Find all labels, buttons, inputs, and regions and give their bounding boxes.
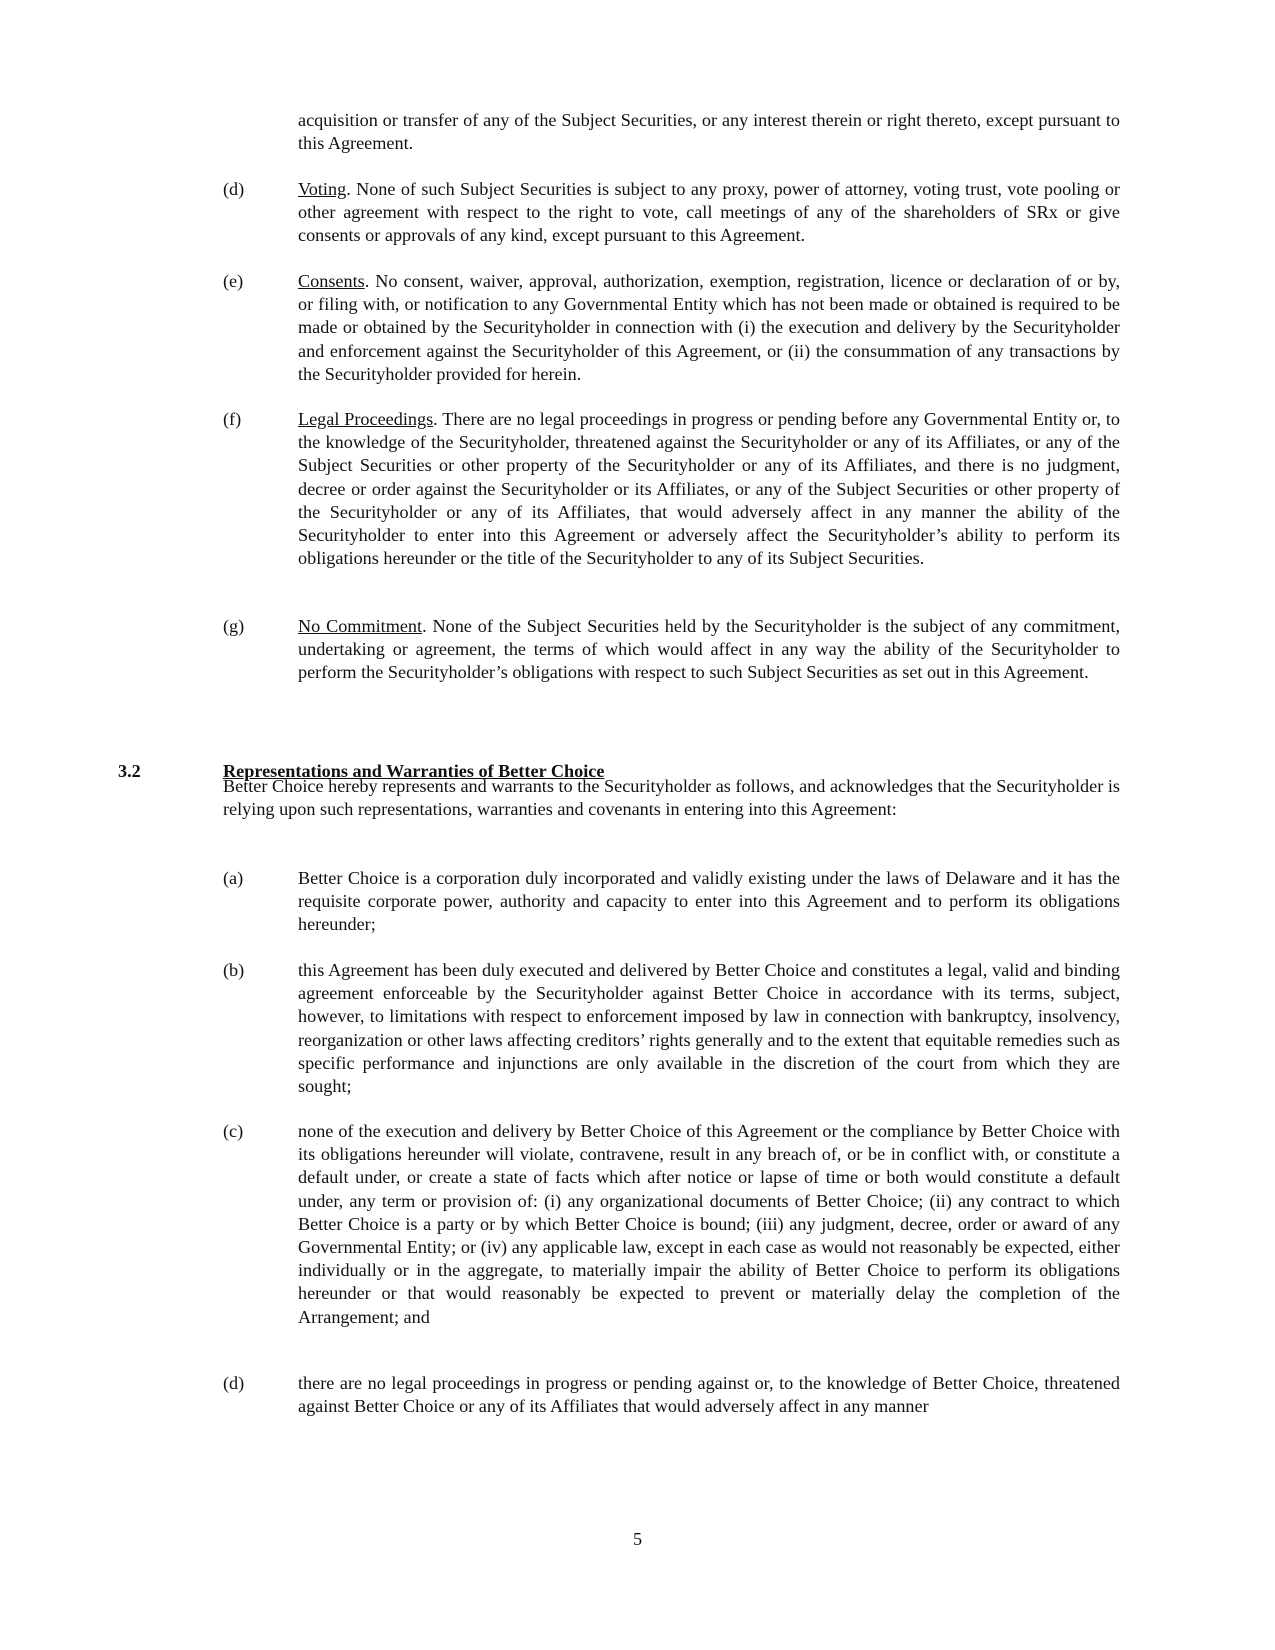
item-d-body: . None of such Subject Securities is subject to any proxy, power of attorney, voting trust, vote pooling or other agreement with respect to the right to vote, call meetings of any of the shareholders of SRx or give consents or approvals of any kind, except pursuant to this Agreement. [298, 179, 1120, 246]
item-d-title: Voting [298, 179, 347, 199]
item-d-marker: (d) [223, 179, 245, 199]
rep-b-marker: (b) [223, 960, 245, 980]
item-f-title: Legal Proceedings [298, 409, 434, 429]
item-e-title: Consents [298, 271, 365, 291]
item-f-body: . There are no legal proceedings in progress or pending before any Governmental Entity or, to the knowledge of the Securityholder, threatened against the Securityholder or any of its Affiliates, or any of the Subject Securities or other property of the Securityholder or any of its Affiliates, and there is no judgment, decree or order against the Securityholder or its Affiliates, or any of the Subject Securities or other property of the Securityholder or any of its Affiliates, that would adversely affect in any manner the ability of the Securityholder to enter into this Agreement or adversely affect the Securityholder’s ability to perform its obligations hereunder or the title of the Securityholder to any of its Subject Securities. [298, 409, 1121, 569]
item-e-body: . No consent, waiver, approval, authorization, exemption, registration, licence or declaration of or by, or filing with, or notification to any Governmental Entity which has not been made or obtained is required to be made or obtained by the Securityholder in connection with (i) the execution and delivery by the Securityholder and enforcement against the Securityholder of this Agreement, or (ii) the consummation of any transactions by the Securityholder provided for herein. [298, 271, 1120, 384]
item-e-consents-paragraph [298, 270, 1120, 386]
item-g-body: . None of the Subject Securities held by the Securityholder is the subject of any commitment, undertaking or agreement, the terms of which would affect in any way the ability of the Securityholder to perform the Securityholder’s obligations with respect to such Subject Securities as set out in this Agreement. [298, 616, 1120, 683]
rep-d-paragraph: there are no legal proceedings in progress or pending against or, to the knowledge of Better Choice, threatened against Better Choice or any of its Affiliates that would adversely affect in any manner [298, 1373, 1120, 1417]
item-f-marker: (f) [223, 409, 242, 429]
page-number: 5 [632, 1529, 643, 1549]
rep-c-marker: (c) [223, 1121, 244, 1141]
rep-b-paragraph: this Agreement has been duly executed and delivered by Better Choice and constitutes a legal, valid and binding agreement enforceable by the Securityholder against Better Choice in accordance with its terms, subject, however, to limitations with respect to enforcement imposed by law in connection with bankruptcy, insolvency, reorganization or other laws affecting creditors’ rights generally and to the extent that equitable remedies such as specific performance and injunctions are only available in the discretion of the court from which they are sought; [298, 960, 1120, 1097]
rep-c-paragraph: none of the execution and delivery by Better Choice of this Agreement or the compliance by Better Choice with its obligations hereunder will violate, contravene, result in any breach of, or be in conflict with, or constitute a default under, or create a state of facts which after notice or lapse of time or both would constitute a default under, any term or provision of: (i) any organizational documents of Better Choice; (ii) any contract to which Better Choice is a party or by which Better Choice is bound; (iii) any judgment, decree, order or award of any Governmental Entity; or (iv) any applicable law, except in each case as would not reasonably be expected, either individually or in the aggregate, to materially impair the ability of Better Choice to perform its obligations hereunder or that would reasonably be expected to prevent or materially delay the completion of the Arrangement; and [298, 1121, 1120, 1327]
rep-a-paragraph: Better Choice is a corporation duly incorporated and validly existing under the laws of Delaware and it has the requisite corporate power, authority and capacity to enter into this Agreement and to perform its obligations hereunder; [298, 868, 1120, 935]
item-g-marker: (g) [223, 616, 245, 636]
item-e-marker: (e) [223, 271, 244, 291]
rep-d-marker: (d) [223, 1373, 245, 1393]
rep-a-marker: (a) [223, 868, 244, 888]
continuation-paragraph: acquisition or transfer of any of the Subject Securities, or any interest therein or right thereto, except pursuant to this Agreement. [298, 110, 1120, 154]
item-f-legal-proceedings-paragraph [298, 408, 1120, 570]
item-g-no-commitment-paragraph [298, 615, 1120, 685]
item-g-title: No Commitment [298, 616, 423, 636]
section-3-2-intro: Better Choice hereby represents and warrants to the Securityholder as follows, and acknowledges that the Securityholder is relying upon such representations, warranties and covenants in entering into this Agreement: [223, 776, 1120, 820]
section-number: 3.2 [118, 761, 141, 781]
item-d-voting-paragraph [298, 178, 1120, 248]
section-title: Representations and Warranties of Better Choice [223, 761, 605, 781]
